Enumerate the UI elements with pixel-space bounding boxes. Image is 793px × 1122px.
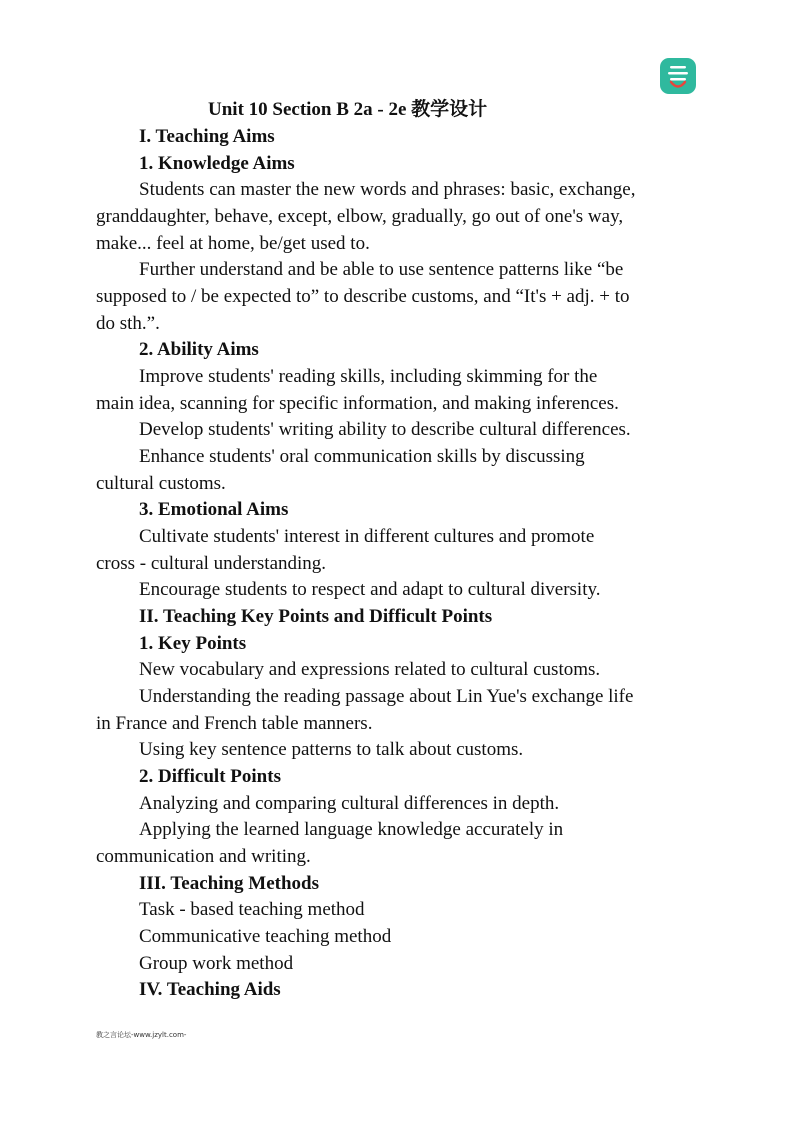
paragraph-line: New vocabulary and expressions related to cultural customs. xyxy=(139,659,601,680)
paragraph-line: Students can master the new words and phrases: basic, exchange, xyxy=(139,179,636,200)
subsection-heading: 1. Key Points xyxy=(139,633,247,654)
paragraph-line: make... feel at home, be/get used to. xyxy=(96,233,370,254)
method-item: Task - based teaching method xyxy=(139,899,365,920)
footer-watermark: 教之言论坛-www.jzylt.com- xyxy=(96,1031,187,1039)
subsection-heading: 2. Ability Aims xyxy=(139,339,259,360)
paragraph-line: Further understand and be able to use sentence patterns like “be xyxy=(139,259,624,280)
section-heading: II. Teaching Key Points and Difficult Points xyxy=(139,606,493,627)
paragraph-line: Enhance students' oral communication skills by discussing xyxy=(139,446,585,467)
paragraph-line: cross - cultural understanding. xyxy=(96,553,327,574)
section-heading: III. Teaching Methods xyxy=(139,873,320,894)
section-heading: I. Teaching Aims xyxy=(139,126,275,147)
paragraph-line: Using key sentence patterns to talk about customs. xyxy=(139,739,524,760)
paragraph-line: Develop students' writing ability to describe cultural differences. xyxy=(139,419,631,440)
site-logo-icon xyxy=(660,58,696,94)
subsection-heading: 1. Knowledge Aims xyxy=(139,153,295,174)
paragraph-line: Improve students' reading skills, including skimming for the xyxy=(139,366,598,387)
method-item: Group work method xyxy=(139,953,294,974)
subsection-heading: 3. Emotional Aims xyxy=(139,499,289,520)
paragraph-line: cultural customs. xyxy=(96,473,226,494)
subsection-heading: 2. Difficult Points xyxy=(139,766,281,787)
method-item: Communicative teaching method xyxy=(139,926,392,947)
paragraph-line: do sth.”. xyxy=(96,313,160,334)
paragraph-line: granddaughter, behave, except, elbow, gradually, go out of one's way, xyxy=(96,206,624,227)
paragraph-line: in France and French table manners. xyxy=(96,713,373,734)
section-heading: IV. Teaching Aids xyxy=(139,979,281,1000)
paragraph-line: Applying the learned language knowledge accurately in xyxy=(139,819,564,840)
paragraph-line: Encourage students to respect and adapt to cultural diversity. xyxy=(139,579,601,600)
paragraph-line: communication and writing. xyxy=(96,846,311,867)
paragraph-line: main idea, scanning for specific information, and making inferences. xyxy=(96,393,619,414)
paragraph-line: supposed to / be expected to” to describe customs, and “It's + adj. + to xyxy=(96,286,630,307)
document-title: Unit 10 Section B 2a - 2e 教学设计 xyxy=(208,99,488,120)
paragraph-line: Analyzing and comparing cultural differences in depth. xyxy=(139,793,560,814)
paragraph-line: Understanding the reading passage about Lin Yue's exchange life xyxy=(139,686,634,707)
paragraph-line: Cultivate students' interest in different cultures and promote xyxy=(139,526,595,547)
